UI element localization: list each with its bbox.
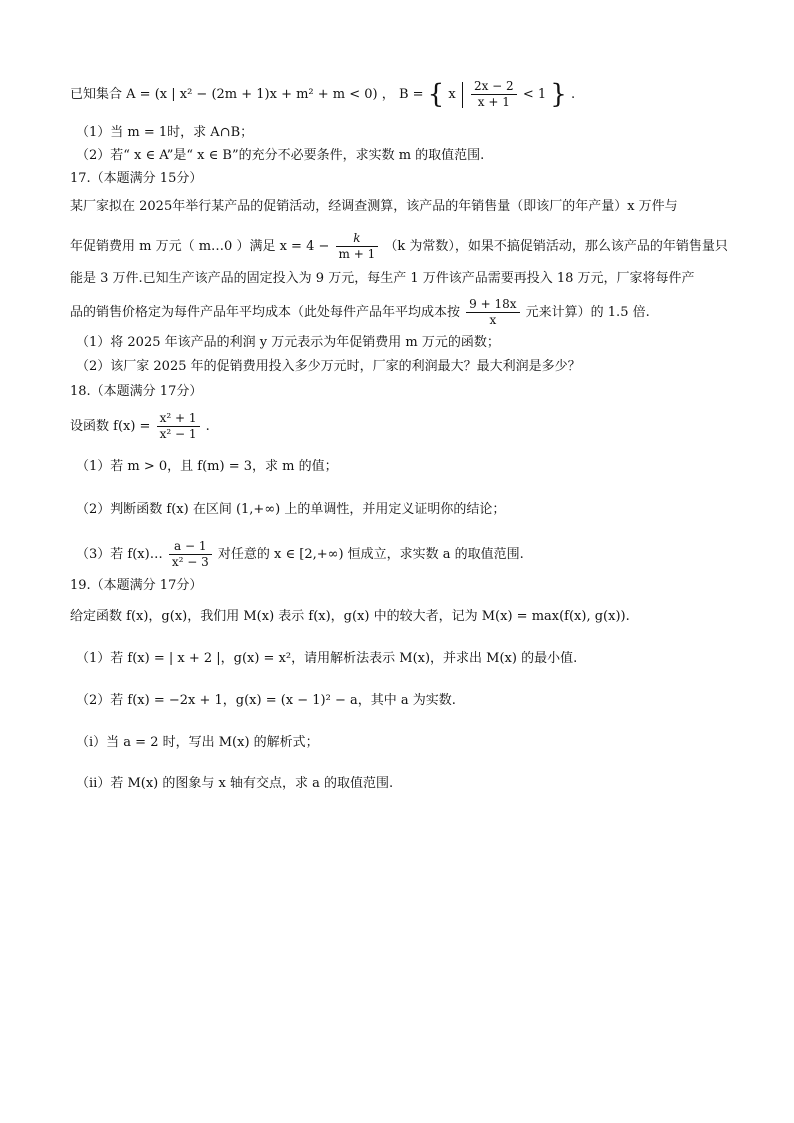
q19-part1: （1）若 f(x) = | x + 2 |，g(x) = x²，请用解析法表示 M(x)，并求出 M(x) 的最小值. bbox=[76, 651, 578, 666]
q17-part2: （2）该厂家 2025 年的促销费用投入多少万元时，厂家的利润最大？最大利润是多少？ bbox=[76, 359, 581, 374]
q19-part2-ii: （ⅱ）若 M(x) 的图象与 x 轴有交点，求 a 的取值范围. bbox=[76, 776, 394, 791]
q17-header: 17.（本题满分 15分） bbox=[70, 171, 203, 186]
q16-part1: （1）当 m = 1时，求 A∩B； bbox=[76, 125, 254, 140]
q17-line4: 品的销售价格定为每件产品年平均成本（此处每件产品年平均成本按 $\frac{9 + 18x}{x}$ 元来计算）的 1.5 倍. bbox=[70, 297, 650, 327]
q18-function-def: 设函数 f(x) = $\frac{\text{x² + 1}}{\text{x² − 1}}$ . bbox=[70, 411, 210, 441]
q17-k-fraction: $\frac{k}{m + 1}$ bbox=[336, 232, 379, 261]
q17-cost-fraction: $\frac{9 + 18x}{x}$ bbox=[466, 298, 519, 327]
intro-sets-line: 已知集合 A = (x | x² − (2m + 1)x + m² + m < 0) ， B = { x $\frac{2x - 2}{x + 1}$ < 1 } . bbox=[70, 79, 576, 110]
set-a-definition: A = (x | x² − (2m + 1)x + m² + m < 0) bbox=[126, 87, 378, 102]
q18-a-fraction: $\frac{a - 1}{\text{x² − 3}}$ bbox=[169, 540, 212, 569]
q18-part3: （3）若 f(x)… $\frac{a - 1}{\text{x² − 3}}$ 对任意的 x ∈ [2,+∞) 恒成立，求实数 a 的取值范围. bbox=[76, 539, 524, 569]
intro-text: 已知集合 bbox=[70, 87, 123, 102]
q16-part2: （2）若“ x ∈ A”是“ x ∈ B”的充分不必要条件，求实数 m 的取值范围. bbox=[76, 148, 485, 163]
set-b-fraction: $\frac{2x - 2}{x + 1}$ bbox=[471, 80, 517, 109]
q17-line2: 年促销费用 m 万元（ m…0 ）满足 x = 4 − $\frac{k}{m + 1}$ （k 为常数），如果不搞促销活动，那么该产品的年销售量只 bbox=[70, 231, 728, 261]
q19-part2-i: （ⅰ）当 a = 2 时，写出 M(x) 的解析式； bbox=[76, 735, 319, 750]
q17-line1: 某厂家拟在 2025年举行某产品的促销活动，经调查测算，该产品的年销售量（即该厂的年产量）x 万件与 bbox=[70, 199, 678, 214]
q18-part2: （2）判断函数 f(x) 在区间 (1,+∞) 上的单调性，并用定义证明你的结论； bbox=[76, 502, 506, 517]
right-brace: } bbox=[550, 79, 567, 110]
q18-part1: （1）若 m > 0，且 f(m) = 3，求 m 的值； bbox=[76, 459, 338, 474]
q18-header: 18.（本题满分 17分） bbox=[70, 384, 203, 399]
set-b-label: B = bbox=[398, 87, 424, 102]
q19-header: 19.（本题满分 17分） bbox=[70, 578, 203, 593]
q17-part1: （1）将 2025 年该产品的利润 y 万元表示为年促销费用 m 万元的函数； bbox=[76, 335, 500, 350]
q19-part2: （2）若 f(x) = −2x + 1，g(x) = (x − 1)² − a，其中 a 为实数. bbox=[76, 693, 456, 708]
set-builder-bar bbox=[462, 82, 463, 108]
q17-line3: 能是 3 万件.已知生产该产品的固定投入为 9 万元，每生产 1 万件该产品需要再投入 18 万元，厂家将每件产 bbox=[70, 271, 695, 286]
left-brace: { bbox=[427, 79, 445, 110]
q19-line1: 给定函数 f(x)，g(x)，我们用 M(x) 表示 f(x)，g(x) 中的较大者，记为 M(x) = max(f(x), g(x)). bbox=[70, 609, 630, 624]
q18-function-fraction: $\frac{\text{x² + 1}}{\text{x² − 1}}$ bbox=[157, 412, 200, 441]
